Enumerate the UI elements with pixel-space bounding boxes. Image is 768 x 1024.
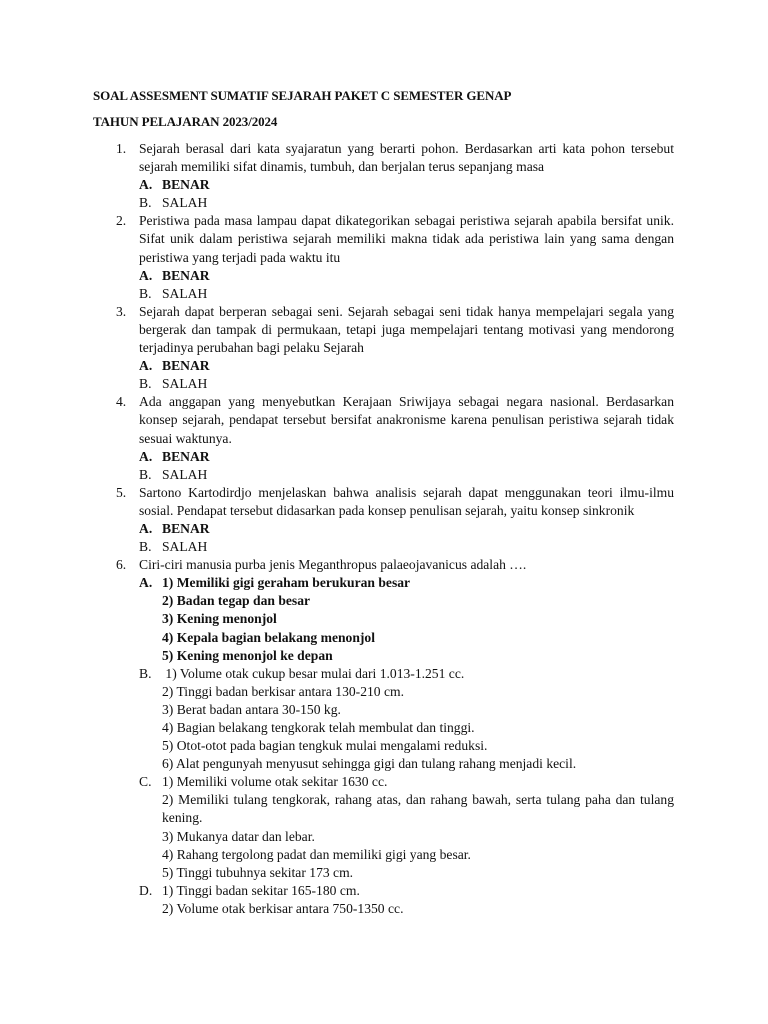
option-text: SALAH [162, 539, 208, 555]
option-line: 1) Tinggi badan sekitar 165-180 cm. [162, 882, 360, 898]
option-a [139, 448, 674, 466]
question-text: Ada anggapan yang menyebutkan Kerajaan Sriwijaya sebagai negara nasional. Berdasarkan konsep sejarah, pendapat tersebut bersifat anakronisme karena penulisan peristiwa sejarah tidak sesuai waktunya. [139, 394, 674, 446]
question-list [116, 140, 674, 918]
academic-year: TAHUN PELAJARAN 2023/2024 [93, 114, 278, 129]
option-text: BENAR [162, 267, 210, 283]
question-number: 2. [116, 213, 127, 229]
option-line: 1) Memiliki volume otak sekitar 1630 cc. [162, 774, 388, 790]
option-text: BENAR [162, 448, 210, 464]
option-line: 4) Kepala bagian belakang menonjol [162, 629, 375, 645]
option-a [139, 520, 674, 538]
option-label: B. [139, 195, 152, 211]
option-text: SALAH [162, 466, 208, 482]
option-line: 1) Volume otak cukup besar mulai dari 1.013-1.251 cc. [162, 665, 465, 681]
option-label: A. [139, 177, 153, 193]
question-number: 1. [116, 141, 127, 156]
question-text: Ciri-ciri manusia purba jenis Meganthropus palaeojavanicus adalah …. [139, 557, 527, 573]
option-line: 2) Tinggi badan berkisar antara 130-210 cm. [162, 683, 404, 699]
question-text: Sejarah berasal dari kata syajaratun yang berarti pohon. Berdasarkan arti kata pohon tersebut sejarah memiliki sifat dinamis, tumbuh, dan berjalan terus sepanjang masa [139, 141, 674, 175]
question-number: 5. [116, 484, 127, 500]
option-line: 4) Bagian belakang tengkorak telah membulat dan tinggi. [162, 720, 475, 735]
question-1 [116, 140, 674, 212]
option-line: 5) Otot-otot pada bagian tengkuk mulai mengalami reduksi. [162, 738, 488, 754]
option-label: A. [139, 575, 153, 591]
option-label: B. [139, 285, 152, 301]
question-text: Peristiwa pada masa lampau dapat dikategorikan sebagai peristiwa sejarah apabila bersifat unik. Sifat unik dalam peristiwa sejarah memiliki makna tidak ada peristiwa lain yang sama dengan peristiwa yang terjadi pada waktu itu [139, 213, 674, 265]
option-a [139, 574, 674, 664]
option-text: BENAR [162, 358, 210, 374]
option-label: B. [139, 665, 152, 681]
option-line: 3) Kening menonjol [162, 611, 277, 627]
question-5 [116, 484, 674, 556]
question-4 [116, 393, 674, 483]
option-line: 3) Mukanya datar dan lebar. [162, 828, 315, 844]
option-label: B. [139, 466, 152, 482]
option-label: A. [139, 267, 153, 283]
option-b [139, 466, 674, 484]
question-number: 3. [116, 303, 127, 319]
option-label: A. [139, 520, 153, 536]
option-line: 3) Berat badan antara 30-150 kg. [162, 701, 341, 717]
option-line: 6) Alat pengunyah menyusut sehingga gigi dan tulang rahang menjadi kecil. [162, 756, 577, 772]
option-line: 1) Memiliki gigi geraham berukuran besar [162, 575, 411, 591]
option-a [139, 357, 674, 375]
option-line: 5) Tinggi tubuhnya sekitar 173 cm. [162, 864, 354, 880]
option-line: 2) Memiliki tulang tengkorak, rahang atas, dan rahang bawah, serta tulang paha dan tulang kening. [162, 792, 674, 826]
option-line: 5) Kening menonjol ke depan [162, 647, 333, 663]
option-label: D. [139, 882, 153, 898]
question-3 [116, 303, 674, 393]
option-c [139, 773, 674, 882]
option-a [139, 267, 674, 285]
question-text: Sartono Kartodirdjo menjelaskan bahwa analisis sejarah dapat menggunakan teori ilmu-ilmu sosial. Pendapat tersebut didasarkan pada konsep penulisan sejarah, yaitu konsep sinkronik [139, 484, 674, 518]
option-text: SALAH [162, 195, 208, 211]
question-number: 4. [116, 394, 127, 410]
option-label: C. [139, 774, 152, 790]
option-label: A. [139, 358, 153, 374]
option-text: SALAH [162, 285, 208, 301]
question-6 [116, 556, 674, 918]
option-label: B. [139, 376, 152, 392]
question-number: 6. [116, 557, 127, 573]
option-label: B. [139, 539, 152, 555]
option-text: BENAR [162, 177, 210, 193]
option-b [139, 665, 674, 774]
option-line: 2) Volume otak berkisar antara 750-1350 cc. [162, 900, 404, 916]
option-a [139, 176, 674, 194]
option-b [139, 375, 674, 393]
option-text: SALAH [162, 376, 208, 392]
option-line: 2) Badan tegap dan besar [162, 593, 311, 609]
document-title: SOAL ASSESMENT SUMATIF SEJARAH PAKET C SEMESTER GENAP [93, 88, 512, 103]
option-d [139, 882, 674, 918]
question-text: Sejarah dapat berperan sebagai seni. Sejarah sebagai seni tidak hanya mempelajari segala yang bergerak dan tampak di permukaan, tetapi juga mempelajari tentang motivasi yang mendorong terjadinya perubahan bagi pelaku Sejarah [139, 303, 674, 356]
option-b [139, 285, 674, 303]
option-b [139, 194, 674, 212]
option-line: 4) Rahang tergolong padat dan memiliki gigi yang besar. [162, 846, 471, 862]
option-text: BENAR [162, 520, 210, 536]
question-2 [116, 212, 674, 302]
option-b [139, 538, 674, 556]
option-label: A. [139, 448, 153, 464]
